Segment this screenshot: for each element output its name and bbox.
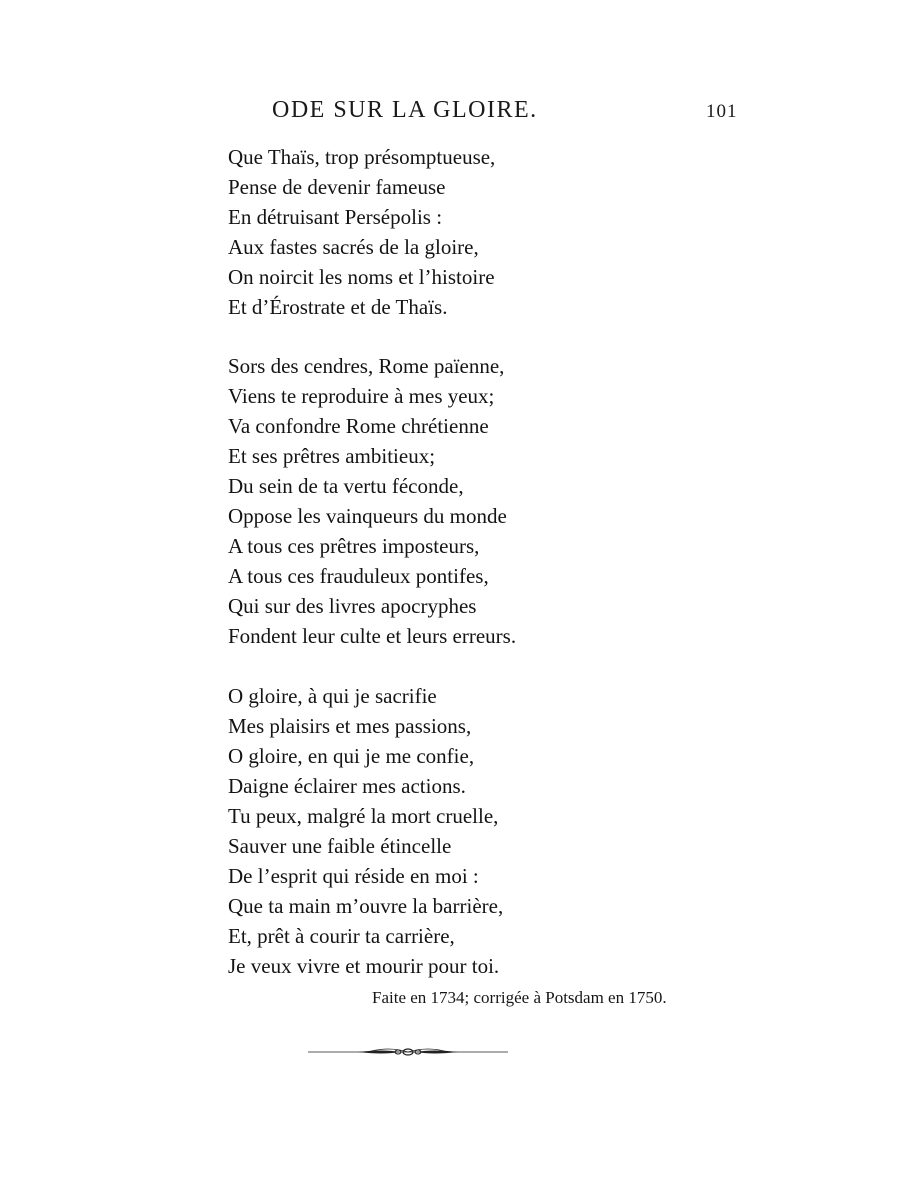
verse-line: A tous ces frauduleux pontifes, [228, 564, 489, 588]
tailpiece-ornament-icon [308, 1044, 508, 1060]
stanza-1 [228, 142, 495, 322]
verse-line: Et d’Érostrate et de Thaïs. [228, 295, 448, 319]
verse-line: Aux fastes sacrés de la gloire, [228, 235, 479, 259]
verse-line: Et, prêt à courir ta carrière, [228, 924, 455, 948]
stanza-2 [228, 351, 516, 651]
verse-line: Pense de devenir fameuse [228, 175, 446, 199]
verse-line: Tu peux, malgré la mort cruelle, [228, 804, 499, 828]
verse-line: En détruisant Persépolis : [228, 205, 443, 229]
verse-line: Je veux vivre et mourir pour toi. [228, 954, 500, 978]
verse-line: Qui sur des livres apocryphes [228, 594, 477, 618]
verse-line: Que ta main m’ouvre la barrière, [228, 894, 504, 918]
verse-line: De l’esprit qui réside en moi : [228, 864, 479, 888]
verse-line: Et ses prêtres ambitieux; [228, 444, 436, 468]
stanza-3 [228, 681, 503, 981]
verse-line: On noircit les noms et l’histoire [228, 265, 495, 289]
verse-line: O gloire, à qui je sacrifie [228, 684, 437, 708]
verse-line: Que Thaïs, trop présomptueuse, [228, 145, 496, 169]
colophon-date-note: Faite en 1734; corrigée à Potsdam en 1750. [372, 988, 667, 1007]
verse-line: Du sein de ta vertu féconde, [228, 474, 464, 498]
verse-line: A tous ces prêtres imposteurs, [228, 534, 480, 558]
verse-line: Va confondre Rome chrétienne [228, 414, 489, 438]
verse-line: Daigne éclairer mes actions. [228, 774, 466, 798]
verse-line: Sauver une faible étincelle [228, 834, 452, 858]
verse-line: Fondent leur culte et leurs erreurs. [228, 624, 517, 648]
verse-line: Viens te reproduire à mes yeux; [228, 384, 495, 408]
page-number: 101 [706, 101, 738, 122]
running-head-title: ODE SUR LA GLOIRE. [272, 97, 538, 123]
verse-line: Sors des cendres, Rome païenne, [228, 354, 505, 378]
verse-line: Mes plaisirs et mes passions, [228, 714, 472, 738]
verse-line: O gloire, en qui je me confie, [228, 744, 475, 768]
verse-line: Oppose les vainqueurs du monde [228, 504, 507, 528]
